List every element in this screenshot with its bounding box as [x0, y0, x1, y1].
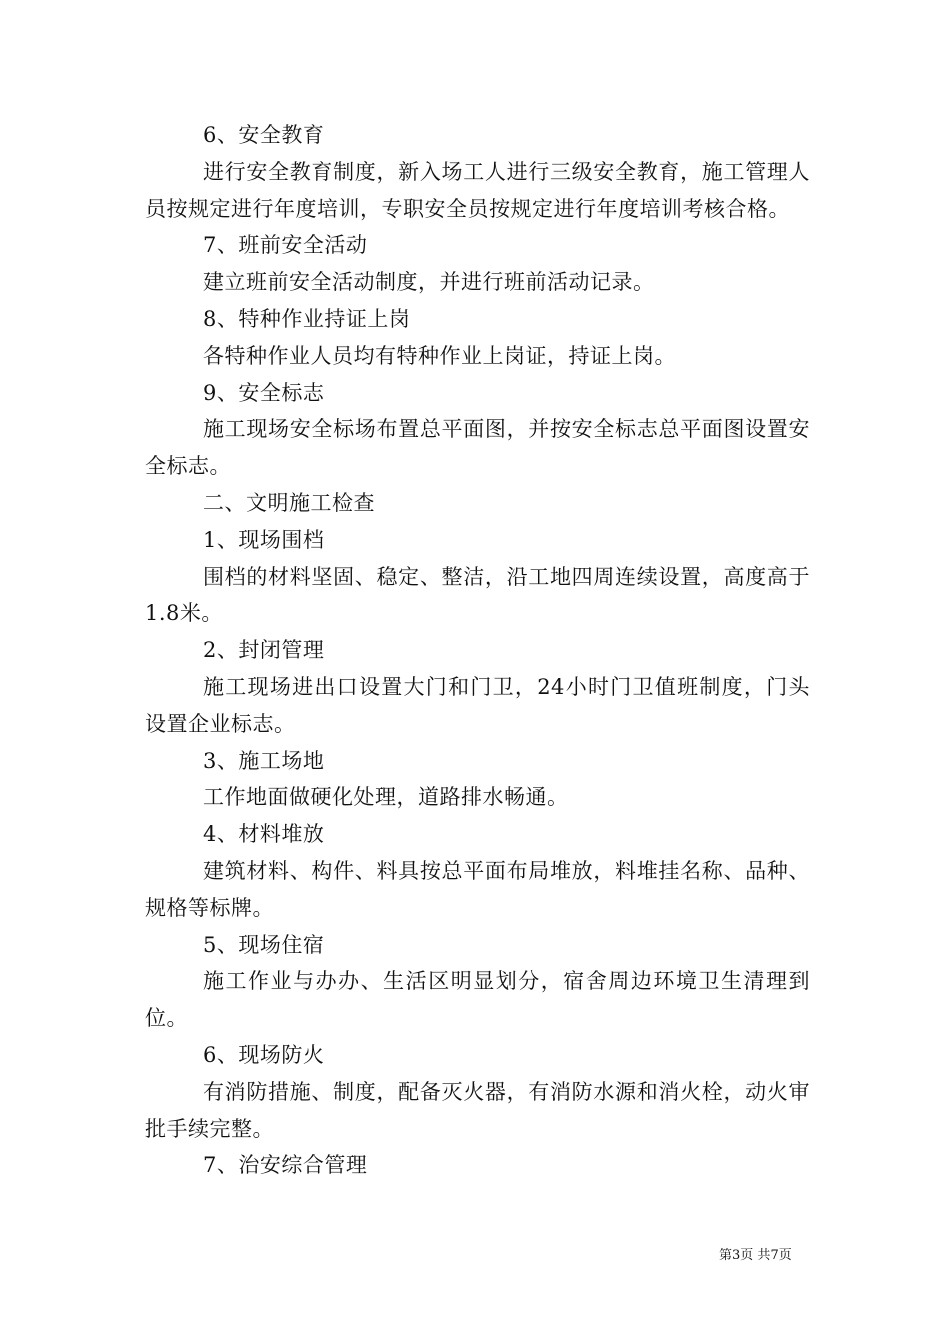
total-pages-number: 7 [770, 1248, 779, 1263]
page-number-footer [719, 1247, 792, 1265]
footer-suffix: 页 [778, 1248, 792, 1263]
section-heading: 2、封闭管理 [203, 638, 325, 663]
body-paragraph: 各特种作业人员均有特种作业上岗证，持证上岗。 [203, 343, 676, 368]
section-heading: 7、班前安全活动 [203, 233, 368, 258]
body-paragraph: 进行安全教育制度，新入场工人进行三级安全教育，施工管理人员按规定进行年度培训，专职安全员按规定进行年度培训考核合格。 [145, 159, 810, 221]
section-heading: 6、现场防火 [203, 1042, 325, 1067]
chapter-heading: 二、文明施工检查 [203, 490, 375, 515]
footer-middle: 页 共 [740, 1248, 771, 1263]
body-paragraph: 工作地面做硬化处理，道路排水畅通。 [203, 785, 569, 810]
section-heading: 5、现场住宿 [203, 932, 325, 957]
footer-prefix: 第 [719, 1248, 733, 1263]
section-heading: 4、材料堆放 [203, 822, 325, 847]
section-heading: 1、现场围档 [203, 527, 325, 552]
body-paragraph: 施工作业与办办、生活区明显划分，宿舍周边环境卫生清理到位。 [145, 969, 810, 1031]
body-paragraph: 有消防措施、制度，配备灭火器，有消防水源和消火栓，动火审批手续完整。 [145, 1079, 810, 1141]
body-paragraph: 建立班前安全活动制度，并进行班前活动记录。 [203, 270, 655, 295]
section-heading: 9、安全标志 [203, 380, 325, 405]
current-page-number: 3 [732, 1248, 741, 1263]
section-heading: 7、治安综合管理 [203, 1153, 368, 1178]
body-paragraph: 施工现场进出口设置大门和门卫，24小时门卫值班制度，门头设置企业标志。 [145, 674, 810, 736]
section-heading: 3、施工场地 [203, 748, 325, 773]
section-heading: 8、特种作业持证上岗 [203, 306, 411, 331]
section-heading: 6、安全教育 [203, 123, 325, 147]
document-body [145, 117, 810, 1184]
body-paragraph: 施工现场安全标场布置总平面图，并按安全标志总平面图设置安全标志。 [145, 417, 810, 479]
body-paragraph: 围档的材料坚固、稳定、整洁，沿工地四周连续设置，高度高于1.8米。 [145, 564, 810, 626]
body-paragraph: 建筑材料、构件、料具按总平面布局堆放，料堆挂名称、品种、规格等标牌。 [145, 858, 810, 920]
